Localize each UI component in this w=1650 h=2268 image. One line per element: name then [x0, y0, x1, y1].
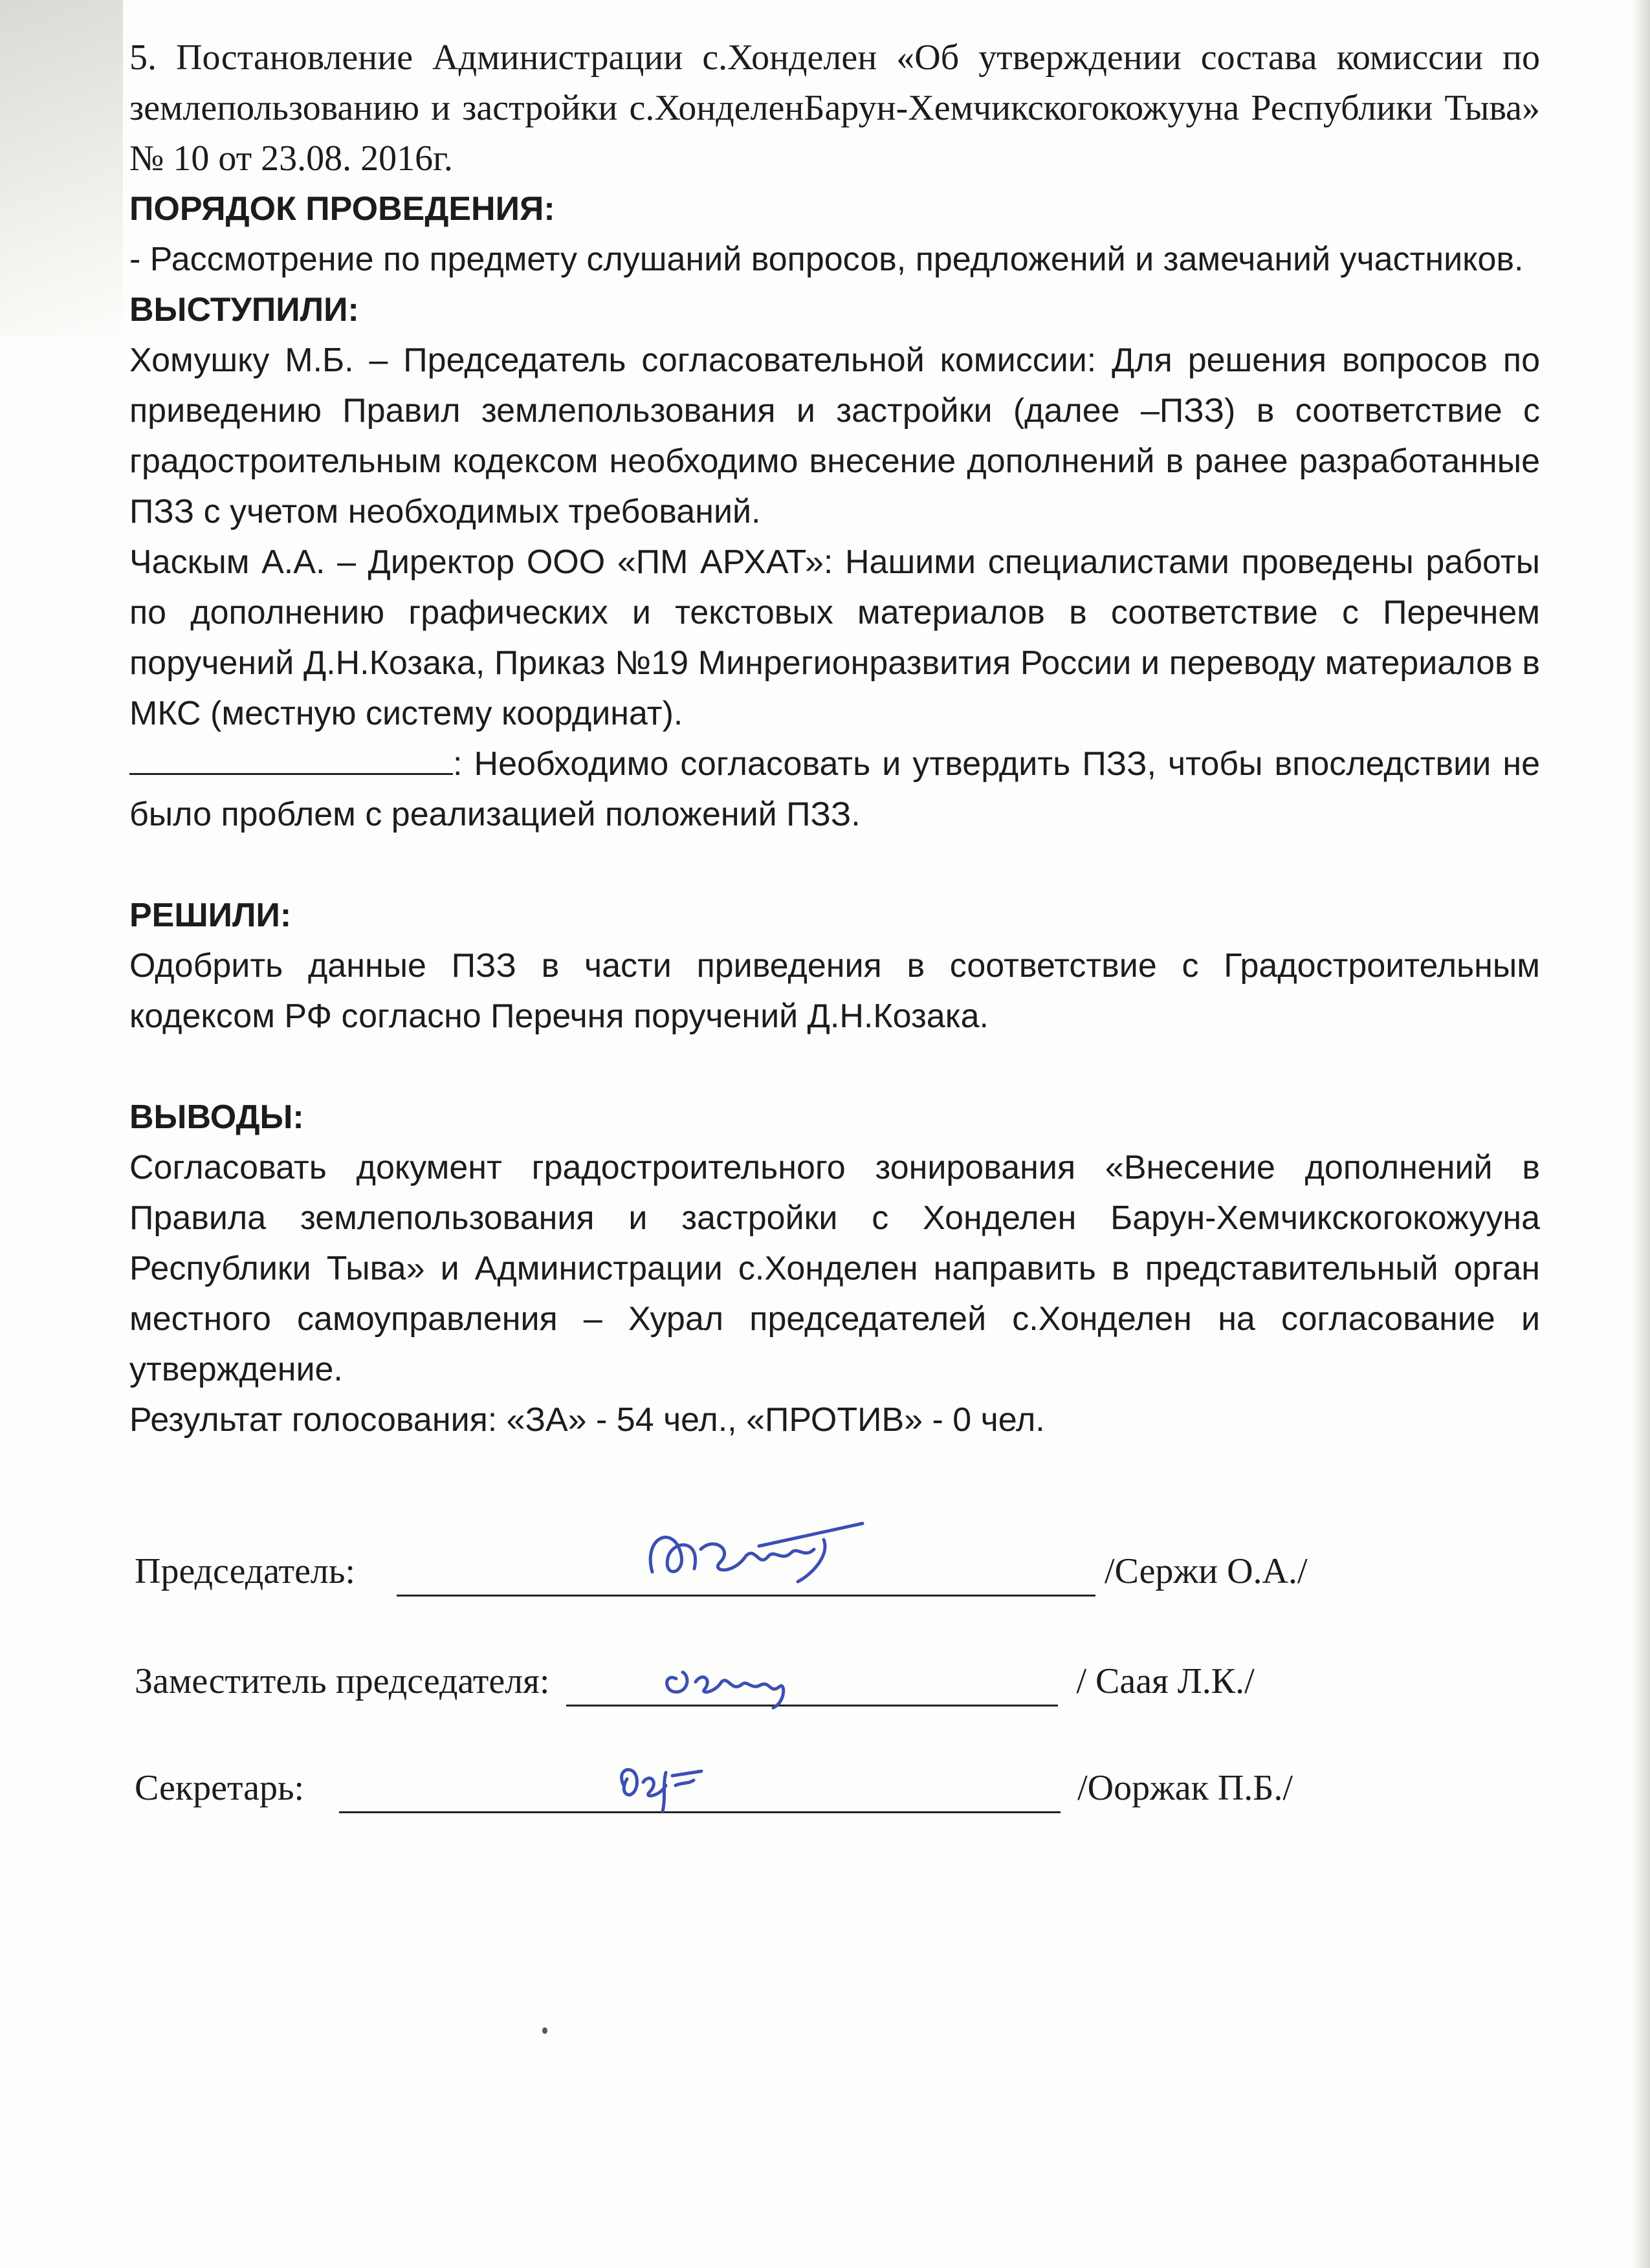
speaker-2-text: Часкым А.А. – Директор ООО «ПМ АРХАТ»: Нашими специалистами проведены работы по дополнению графических и текстовых материалов в соответствие с Перечнем поручений Д.Н.Козака, Приказ №19 Минрегионразвития России и переводу материалов в МКС (местную систему координат).	[129, 543, 1540, 732]
procedure-heading: ПОРЯДОК ПРОВЕДЕНИЯ:	[129, 190, 555, 228]
signature-name: / Саая Л.К./	[1076, 1661, 1255, 1701]
signature-role: Секретарь:	[135, 1768, 305, 1808]
folded-corner	[0, 0, 123, 336]
signature-row-secretary	[135, 1763, 1293, 1813]
signature-role: Председатель:	[135, 1551, 355, 1591]
signature-role: Заместитель председателя:	[135, 1661, 550, 1701]
document-body	[129, 32, 1540, 1445]
signature-line	[397, 1556, 1095, 1597]
signature-row-deputy	[135, 1656, 1255, 1706]
handwritten-signature-icon	[566, 1646, 1058, 1705]
signature-line	[566, 1666, 1058, 1706]
intro-paragraph: 5. Постановление Администрации с.Хонделен «Об утверждении состава комиссии по землепользованию и застройки с.ХонделенБарун-Хемчикскогокожууна Республики Тыва» № 10 от 23.08. 2016г.	[129, 38, 1540, 179]
speaker-name-blank	[129, 739, 453, 775]
conclusions-text: Согласовать документ градостроительного зонирования «Внесение дополнений в Правила землепользования и застройки с Хонделен Барун-Хемчикскогокожууна Республики Тыва» и Администрации с.Хонделен направить в представительный орган местного самоуправления – Хурал председателей с.Хонделен на согласование и утверждение.	[129, 1149, 1540, 1388]
vote-result: Результат голосования: «ЗА» - 54 чел., «ПРОТИВ» - 0 чел.	[129, 1401, 1045, 1439]
signature-name: /Сержи О.А./	[1104, 1551, 1308, 1591]
spoke-heading: ВЫСТУПИЛИ:	[129, 291, 359, 329]
spacer	[129, 840, 1540, 890]
handwritten-signature-icon	[339, 1747, 1061, 1811]
scan-speck	[542, 2027, 547, 2034]
signature-row-chairman	[135, 1546, 1308, 1597]
procedure-text: - Рассмотрение по предмету слушаний вопросов, предложений и замечаний участников.	[129, 241, 1524, 278]
speaker-1-text: Хомушку М.Б. – Председатель согласовательной комиссии: Для решения вопросов по приведению Правил землепользования и застройки (далее –ПЗЗ) в соответствие с градостроительным кодексом необходимо внесение дополнений в ранее разработанные ПЗЗ с учетом необходимых требований.	[129, 342, 1540, 530]
signature-name: /Ооржак П.Б./	[1077, 1768, 1293, 1808]
page-edge-shadow	[1632, 0, 1650, 2268]
decided-heading: РЕШИЛИ:	[129, 897, 292, 934]
signature-line	[339, 1772, 1061, 1813]
speaker-3-text: : Необходимо согласовать и утвердить ПЗЗ, чтобы впоследствии не было проблем с реализацией положений ПЗЗ.	[129, 745, 1540, 833]
speaker-3-paragraph	[129, 739, 1540, 840]
decided-text: Одобрить данные ПЗЗ в части приведения в соответствие с Градостроительным кодексом РФ согласно Перечня поручений Д.Н.Козака.	[129, 947, 1540, 1035]
conclusions-heading: ВЫВОДЫ:	[129, 1098, 304, 1136]
spacer	[129, 1041, 1540, 1092]
handwritten-signature-icon	[397, 1510, 1095, 1595]
